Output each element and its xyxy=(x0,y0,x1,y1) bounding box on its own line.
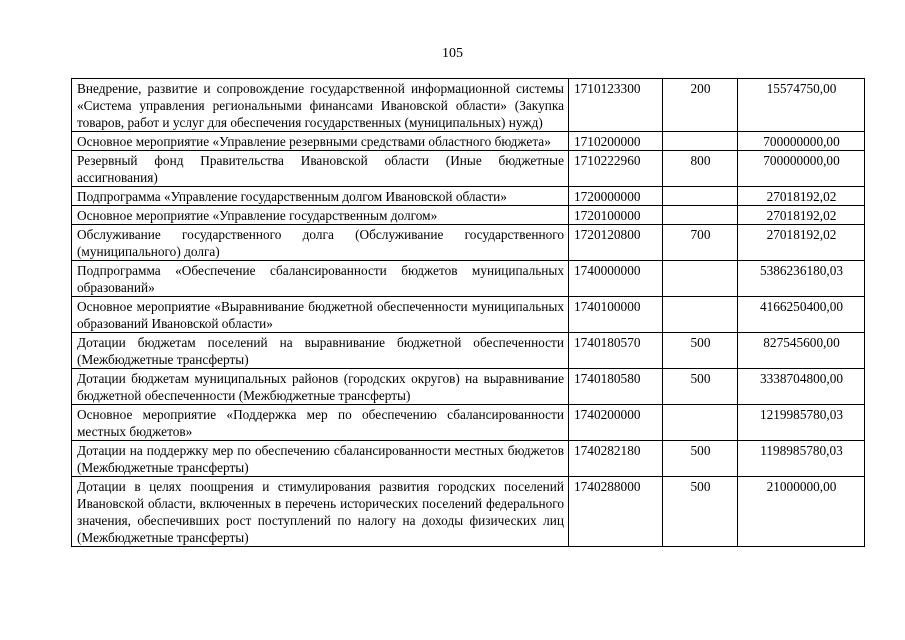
row-expense-type-cell xyxy=(663,297,738,333)
budget-table-body xyxy=(72,79,865,547)
row-name-cell: Подпрограмма «Обеспечение сбалансированности бюджетов муниципальных образований» xyxy=(72,261,569,297)
row-code-cell: 1740200000 xyxy=(569,405,663,441)
row-amount-cell: 700000000,00 xyxy=(738,132,865,151)
table-row xyxy=(72,261,865,297)
row-name-cell: Внедрение, развитие и сопровождение государственной информационной системы «Система управления региональными финансами Ивановской области» (Закупка товаров, работ и услуг для обеспечения государственных (муниципальных) нужд) xyxy=(72,79,569,132)
row-code-cell: 1740288000 xyxy=(569,477,663,547)
row-expense-type-cell: 700 xyxy=(663,225,738,261)
row-name-cell: Дотации бюджетам муниципальных районов (городских округов) на выравнивание бюджетной обеспеченности (Межбюджетные трансферты) xyxy=(72,369,569,405)
row-amount-cell: 21000000,00 xyxy=(738,477,865,547)
table-row xyxy=(72,132,865,151)
row-expense-type-cell: 800 xyxy=(663,151,738,187)
table-row xyxy=(72,441,865,477)
row-amount-cell: 27018192,02 xyxy=(738,206,865,225)
row-expense-type-cell xyxy=(663,405,738,441)
row-amount-cell: 5386236180,03 xyxy=(738,261,865,297)
row-code-cell: 1740180580 xyxy=(569,369,663,405)
row-name-cell: Дотации на поддержку мер по обеспечению сбалансированности местных бюджетов (Межбюджетные трансферты) xyxy=(72,441,569,477)
row-amount-cell: 4166250400,00 xyxy=(738,297,865,333)
row-amount-cell: 27018192,02 xyxy=(738,225,865,261)
table-row xyxy=(72,477,865,547)
table-row xyxy=(72,151,865,187)
table-row xyxy=(72,206,865,225)
row-expense-type-cell xyxy=(663,132,738,151)
table-row xyxy=(72,225,865,261)
row-name-cell: Подпрограмма «Управление государственным долгом Ивановской области» xyxy=(72,187,569,206)
row-code-cell: 1740000000 xyxy=(569,261,663,297)
row-name-cell: Основное мероприятие «Выравнивание бюджетной обеспеченности муниципальных образований Ивановской области» xyxy=(72,297,569,333)
row-code-cell: 1740282180 xyxy=(569,441,663,477)
row-expense-type-cell: 500 xyxy=(663,477,738,547)
row-expense-type-cell: 200 xyxy=(663,79,738,132)
row-amount-cell: 1198985780,03 xyxy=(738,441,865,477)
row-amount-cell: 1219985780,03 xyxy=(738,405,865,441)
page-number: 105 xyxy=(442,46,463,61)
row-amount-cell: 827545600,00 xyxy=(738,333,865,369)
row-name-cell: Основное мероприятие «Поддержка мер по обеспечению сбалансированности местных бюджетов» xyxy=(72,405,569,441)
row-code-cell: 1740180570 xyxy=(569,333,663,369)
row-expense-type-cell: 500 xyxy=(663,441,738,477)
budget-table xyxy=(71,78,865,547)
table-row xyxy=(72,405,865,441)
row-name-cell: Дотации в целях поощрения и стимулирования развития городских поселений Ивановской области, включенных в перечень исторических поселений федерального значения, обеспечивших рост поступлений по налогу на доходы физических лиц (Межбюджетные трансферты) xyxy=(72,477,569,547)
row-code-cell: 1740100000 xyxy=(569,297,663,333)
row-expense-type-cell xyxy=(663,261,738,297)
row-amount-cell: 3338704800,00 xyxy=(738,369,865,405)
row-name-cell: Основное мероприятие «Управление государственным долгом» xyxy=(72,206,569,225)
table-row xyxy=(72,333,865,369)
row-expense-type-cell xyxy=(663,187,738,206)
row-amount-cell: 700000000,00 xyxy=(738,151,865,187)
row-expense-type-cell: 500 xyxy=(663,333,738,369)
row-code-cell: 1710200000 xyxy=(569,132,663,151)
row-code-cell: 1720000000 xyxy=(569,187,663,206)
row-code-cell: 1710222960 xyxy=(569,151,663,187)
row-name-cell: Основное мероприятие «Управление резервными средствами областного бюджета» xyxy=(72,132,569,151)
row-name-cell: Резервный фонд Правительства Ивановской области (Иные бюджетные ассигнования) xyxy=(72,151,569,187)
table-row xyxy=(72,79,865,132)
row-name-cell: Дотации бюджетам поселений на выравнивание бюджетной обеспеченности (Межбюджетные трансферты) xyxy=(72,333,569,369)
row-code-cell: 1710123300 xyxy=(569,79,663,132)
row-amount-cell: 27018192,02 xyxy=(738,187,865,206)
table-row xyxy=(72,187,865,206)
row-code-cell: 1720120800 xyxy=(569,225,663,261)
table-row xyxy=(72,297,865,333)
table-row xyxy=(72,369,865,405)
row-code-cell: 1720100000 xyxy=(569,206,663,225)
row-name-cell: Обслуживание государственного долга (Обслуживание государственного (муниципального) долга) xyxy=(72,225,569,261)
row-expense-type-cell xyxy=(663,206,738,225)
row-amount-cell: 15574750,00 xyxy=(738,79,865,132)
row-expense-type-cell: 500 xyxy=(663,369,738,405)
